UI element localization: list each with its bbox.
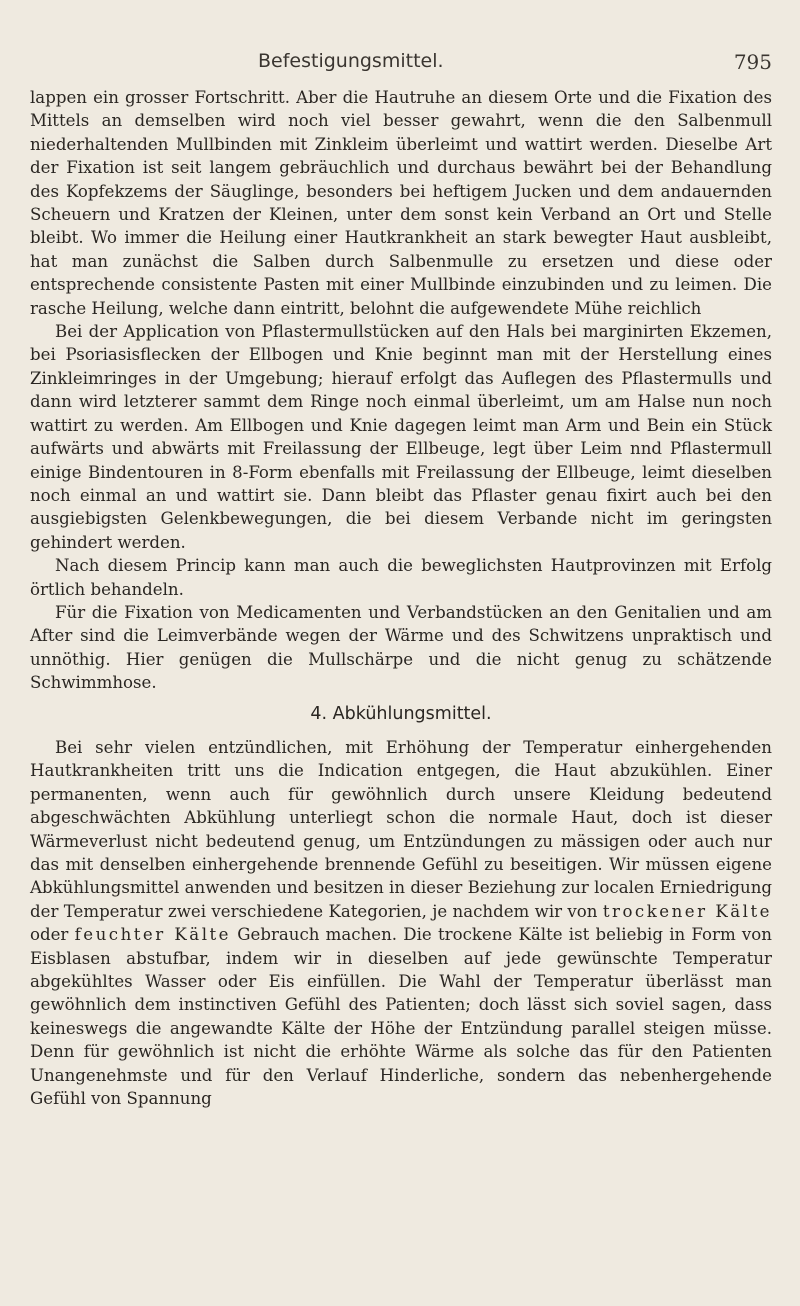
paragraph-text: Bei sehr vielen entzündlichen, mit Erhöhung der Temperatur einhergehenden Hautkrankheiten tritt uns die Indication entgegen, die Haut abzukühlen. Einer permanenten, wenn auch für gewöhnlich durch unsere Kleidung bedeutend abgeschwächten Abkühlung unterliegt schon die normale Haut, doch ist dieser Wärmeverlust nicht bedeutend genug, um Entzündungen zu mässigen oder auch nur das mit denselben einhergehende brennende Gefühl zu beseitigen. Wir müssen eigene Abkühlungsmittel anwenden und besitzen in dieser Beziehung zur localen Erniedrigung der Temperatur zwei verschiedene Kategorien, je nachdem wir von [30, 737, 773, 921]
paragraph: Bei der Application von Pflastermullstücken auf den Hals bei marginirten Ekzemen, bei Psoriasisflecken der Ellbogen und Knie beginnt man mit der Herstellung eines Zinkleimringes in der Umgebung; hierauf erfolgt das Auflegen des Pflastermulls und dann wird letzterer sammt dem Ringe noch einmal überleimt, um am Halse nun noch wattirt zu werden. Am Ellbogen und Knie dagegen leimt man Arm und Bein ein Stück aufwärts und abwärts mit Freilassung der Ellbeuge, legt über Leim nnd Pflastermull einige Bindentouren in 8-Form ebenfalls mit Freilassung der Ellbeuge, leimt dieselben noch einmal an und wattirt sie. Dann bleibt das Pflaster genau fixirt auch bei den ausgiebigsten Gelenkbewegungen, die bei diesem Verbande nicht im geringsten gehindert werden. [30, 322, 772, 552]
paragraph: Für die Fixation von Medicamenten und Verbandstücken an den Genitalien und am After sind die Leimverbände wegen der Wärme und des Schwitzens unpraktisch und unnöthig. Hier genügen die Mullschärpe und die nicht genug zu schätzende Schwimmhose. [30, 602, 772, 693]
emphasis-moist-cold: feuchter Kälte [74, 925, 231, 945]
emphasis-dry-cold: trockener Kälte [602, 901, 772, 921]
body-text [30, 86, 772, 1110]
paragraph: lappen ein grosser Fortschritt. Aber die Hautruhe an diesem Orte und die Fixation des Mittels an demselben wird noch viel besser gewahrt, wenn die den Salbenmull niederhaltenden Mullbinden mit Zinkleim überleimt und wattirt werden. Dieselbe Art der Fixation ist seit langem gebräuchlich und durchaus bewährt bei der Behandlung des Kopfekzems der Säuglinge, besonders bei heftigem Jucken und dem andauernden Scheuern und Kratzen der Kleinen, unter dem sonst kein Verband an Ort und Stelle bleibt. Wo immer die Heilung einer Hautkrankheit an stark bewegter Haut ausbleibt, hat man zunächst die Salben durch Salbenmulle zu ersetzen und diese oder entsprechende consistente Pasten mit einer Mullbinde einzubinden und zu leimen. Die rasche Heilung, welche dann eintritt, belohnt die aufgewendete Mühe reichlich [30, 88, 772, 318]
page-header [258, 50, 772, 78]
page-number: 795 [733, 50, 772, 74]
paragraph: Nach diesem Princip kann man auch die beweglichsten Hautprovinzen mit Erfolg örtlich behandeln. [30, 556, 772, 599]
paragraph [30, 736, 772, 1111]
running-head: Befestigungsmittel. [258, 50, 444, 72]
section-heading: 4. Abkühlungsmittel. [310, 703, 492, 724]
paragraph-text: Gebrauch machen. Die trockene Kälte ist beliebig in Form von Eisblasen abstufbar, indem wir in dieselben auf jede gewünschte Temperatur abgekühltes Wasser oder Eis einfüllen. Die Wahl der Temperatur überlässt man gewöhnlich dem instinctiven Gefühl des Patienten; doch lässt sich soviel sagen, dass keineswegs die angewandte Kälte der Höhe der Entzündung parallel steigen müsse. Denn für gewöhnlich ist nicht die erhöhte Wärme als solche das für den Patienten Unangenehmste und für den Verlauf Hinderliche, sondern das nebenhergehende Gefühl von Spannung [30, 925, 772, 1109]
paragraph-text: oder [30, 925, 69, 945]
